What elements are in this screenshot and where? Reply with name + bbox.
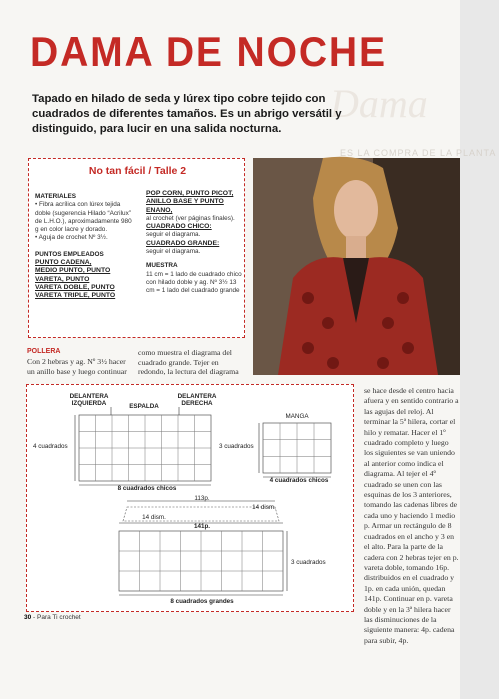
puntos-item: PUNTO CADENA, (35, 259, 92, 267)
label-delantera-derecha: DELANTERA DERECHA (177, 393, 217, 407)
puntos-heading: PUNTOS EMPLEADOS (35, 250, 104, 258)
materiales-heading: MATERIALES (35, 193, 77, 200)
col2-text-3: seguir el diagrama. (146, 248, 201, 256)
box-heading: No tan fácil / Talle 2 (88, 165, 187, 177)
col2-underline-3: CUADRADO GRANDE: (146, 239, 220, 247)
pollera-heading: POLLERA (27, 348, 61, 355)
puntos-item: MEDIO PUNTO, PUNTO (35, 267, 111, 275)
puntos-item: VARETA TRIPLE, PUNTO (35, 292, 116, 300)
label-14-dism-left: 14 dism. (142, 514, 166, 521)
page-number: 30 (24, 614, 32, 621)
subtitle: Tapado en hilado de seda y lúrex tipo cobre tejido con cuadrados de diferentes tamaños. Es un abrigo versátil y distinguido, para lucir en una salida nocturna. (32, 93, 342, 135)
muestra-heading: MUESTRA (146, 262, 178, 270)
label-delantera-izquierda: DELANTERA IZQUIERDA (69, 393, 109, 407)
label-4-cuadrados-chicos: 4 cuadrados chicos (269, 477, 329, 484)
ghost-line: ES LA COMPRA DE LA PLANTA (340, 148, 497, 158)
label-113p: 113p. (194, 495, 210, 502)
muestra-text: 11 cm = 1 lado de cuadrado chico con hilado doble y ag. Nº 3½ 13 cm = 1 lado del cuadrado grande (146, 270, 242, 295)
label-espalda: ESPALDA (129, 403, 159, 410)
col2-underline-2: CUADRADO CHICO: (146, 223, 212, 231)
label-3-cuadrados-manga: 3 cuadrados (219, 443, 254, 450)
body-text-3: se hace desde el centro hacia afuera y en sentido contrario a las agujas del reloj. Al terminar la 5ª hilera, cortar el hilo y rematar. Hacer el 1º cuadrado completo y luego los siguientes se van uniendo al anterior como indica el diagrama. Al tejer el 4º cuadrado se unen con las esquinas de los 3 anteriores, tomando las cadenas libres de cada uno y haciendo 1 medio p. Armar un rectángulo de 8 cuadrados en el ancho y 3 en el alto. Para la parte de la cadera con 2 hebras tejer en p. vareta doble, tomando 16p. distribuidos en el cuadrado y 1p. en cada unión, quedan 141p. Continuar en p. vareta doble y en la 3ª hilera hacer las disminuciones de la siguiente manera: 4p. cadena para subir, 4p. (364, 386, 459, 645)
model-illustration (253, 158, 460, 375)
col2-text-2: seguir el diagrama. (146, 231, 201, 239)
body-text-1: Con 2 hebras y ag. Nº 3½ hacer un anillo base y luego continuar (27, 357, 127, 376)
schematic-diagram (26, 384, 354, 612)
puntos-item: VARETA, PUNTO (35, 275, 90, 283)
puntos-item: VARETA DOBLE, PUNTO (35, 283, 115, 291)
materiales-item: • Fibra acrílica con lúrex tejida doble (sugerencia Hilado “Acrilux” de L.H.O.), aproximadamente 980 g en color lacre y dorado. (35, 201, 132, 234)
model-photo (253, 158, 460, 375)
col2-underline-1: POP CORN, PUNTO PICOT, ANILLO BASE Y PUNTO ENANO, (146, 190, 234, 214)
label-8-cuadrados-chicos: 8 cuadrados chicos (117, 485, 177, 492)
pattern-info-box (28, 158, 245, 338)
label-manga: MANGA (285, 413, 309, 420)
ghost-script: Dama (330, 81, 428, 126)
label-8-cuadrados-grandes: 8 cuadrados grandes (170, 598, 234, 605)
label-14-dism-right: 14 dism. (252, 504, 276, 511)
page-edge (460, 0, 499, 699)
materiales-item: • Aguja de crochet Nº 3½. (35, 234, 108, 242)
label-3-cuadrados-grandes: 3 cuadrados (291, 559, 326, 566)
page-footer (24, 614, 81, 621)
col2-text-1: al crochet (ver páginas finales). (146, 214, 235, 222)
box-column-1 (35, 190, 135, 301)
label-141p: 141p. (193, 523, 211, 530)
body-text-2: como muestra el diagrama del cuadrado grande. Tejer en redondo, la lectura del diagrama (138, 348, 239, 376)
footer-text: - Para Ti crochet (33, 614, 81, 621)
label-4-cuadrados: 4 cuadrados (33, 443, 68, 450)
page-title: DAMA DE NOCHE (30, 28, 387, 75)
box-column-2 (146, 190, 242, 296)
